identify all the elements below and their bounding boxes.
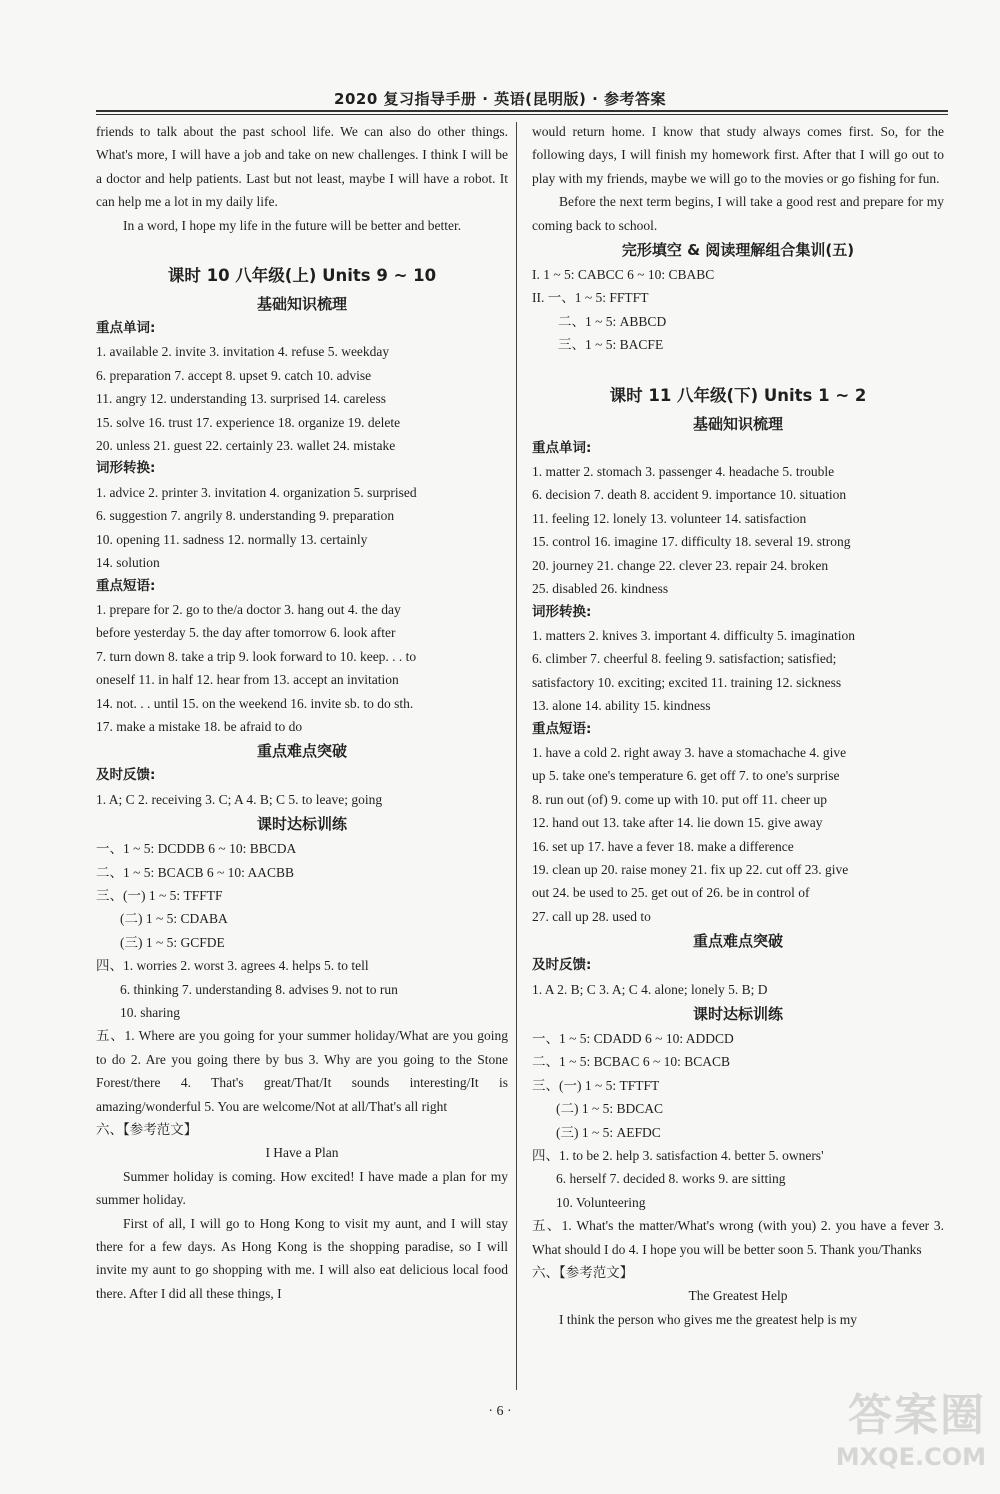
training-line: 10. sharing: [120, 1005, 180, 1020]
wordform-line: 10. opening 11. sadness 12. normally 13. certainly: [96, 531, 368, 547]
phrase-line: before yesterday 5. the day after tomorrow 6. look after: [96, 625, 396, 641]
phrase-line: 19. clean up 20. raise money 21. fix up 22. cut off 23. give: [532, 861, 849, 877]
essay-paragraph-1: Summer holiday is coming. How excited! I have made a plan for my summer holiday.: [96, 1168, 508, 1208]
section-breakthrough: 重点难点突破: [692, 932, 783, 951]
feedback-line: 1. A; C 2. receiving 3. C; A 4. B; C 5. to leave; going: [96, 791, 383, 807]
section-basics: 基础知识梳理: [256, 295, 347, 314]
cloze-line: II. 一、1 ~ 5: FFTFT: [532, 290, 649, 306]
training-line: (二) 1 ~ 5: CDABA: [120, 911, 228, 927]
wordform-line: 1. matters 2. knives 3. important 4. difficulty 5. imagination: [532, 627, 855, 643]
training-line: (二) 1 ~ 5: BDCAC: [556, 1101, 664, 1117]
phrase-heading: 重点短语:: [96, 577, 156, 594]
vocab-line: 11. angry 12. understanding 13. surprised 14. careless: [96, 391, 387, 407]
training-line: 二、1 ~ 5: BCBAC 6 ~ 10: BCACB: [532, 1054, 731, 1070]
header-rule: [96, 110, 948, 115]
vocab-heading: 重点单词:: [96, 320, 156, 337]
watermark-logo: [776, 1390, 986, 1484]
sample-essay-heading: 六、【参考范文】: [96, 1122, 198, 1138]
training-line: 6. thinking 7. understanding 8. advises 9. not to run: [120, 981, 398, 997]
training-line: 一、1 ~ 5: CDADD 6 ~ 10: ADDCD: [532, 1031, 734, 1046]
section-training: 课时达标训练: [692, 1005, 783, 1023]
intro-paragraph-2: In a word, I hope my life in the future will be better and better.: [123, 217, 462, 233]
page-number: · 6 ·: [488, 1404, 512, 1419]
vocab-line: 20. journey 21. change 22. clever 23. repair 24. broken: [532, 557, 829, 573]
vocab-line: 15. control 16. imagine 17. difficulty 18. several 19. strong: [532, 534, 851, 550]
intro-paragraph-1: friends to talk about the past school life. We can also do other things. What's more, I will have a job and take on new challenges. I think I will be a doctor and help patients. Last but not least, maybe I will have a robot. It can help me a lot in my daily life.: [96, 124, 508, 210]
phrase-line: 8. run out (of) 9. come up with 10. put off 11. cheer up: [532, 791, 828, 807]
part-five-answers: 五、1. What's the matter/What's wrong (with you) 2. you have a fever 3. What should I do 4. I hope you will be better soon 5. Thank you/Thanks: [532, 1218, 944, 1257]
training-line: 四、1. worries 2. worst 3. agrees 4. helps 5. to tell: [96, 958, 369, 974]
wordform-line: 6. climber 7. cheerful 8. feeling 9. satisfaction; satisfied;: [532, 651, 837, 667]
vocab-line: 20. unless 21. guest 22. certainly 23. wallet 24. mistake: [96, 438, 396, 454]
training-line: 三、(一) 1 ~ 5: TFFTF: [96, 887, 223, 903]
phrase-heading: 重点短语:: [532, 720, 592, 737]
training-line: 四、1. to be 2. help 3. satisfaction 4. better 5. owners': [532, 1148, 824, 1164]
essay-title: I Have a Plan: [265, 1145, 339, 1161]
vocab-line: 25. disabled 26. kindness: [532, 581, 669, 597]
watermark-bottom-text: MXQE.COM: [835, 1443, 986, 1471]
wordform-heading: 词形转换:: [96, 460, 156, 477]
sample-essay-heading: 六、【参考范文】: [532, 1265, 634, 1281]
lesson-11-title: 课时 11 八年级(下) Units 1 ~ 2: [609, 385, 867, 405]
cloze-line: I. 1 ~ 5: CABCC 6 ~ 10: CBABC: [532, 267, 715, 283]
page-header: 2020 复习指导手册 · 英语(昆明版) · 参考答案: [334, 90, 666, 108]
training-line: 10. Volunteering: [556, 1194, 646, 1210]
wordform-line: satisfactory 10. exciting; excited 11. training 12. sickness: [532, 674, 842, 690]
vocab-line: 1. available 2. invite 3. invitation 4. refuse 5. weekday: [96, 344, 390, 360]
feedback-heading: 及时反馈:: [532, 957, 592, 974]
phrase-line: 12. hand out 13. take after 14. lie down 15. give away: [532, 815, 823, 831]
essay-paragraph-2: First of all, I will go to Hong Kong to visit my aunt, and I will stay there for a few days. As Hong Kong is the shopping paradise, so I will invite my aunt to go shopping with me. I will also eat delicious local food there. After I did all these things, I: [96, 1215, 508, 1301]
phrase-line: 14. not. . . until 15. on the weekend 16. invite sb. to do sth.: [96, 695, 414, 711]
wordform-line: 6. suggestion 7. angrily 8. understanding 9. preparation: [96, 508, 395, 524]
feedback-line: 1. A 2. B; C 3. A; C 4. alone; lonely 5. B; D: [532, 981, 768, 997]
wordform-line: 14. solution: [96, 555, 160, 571]
watermark-top-text: 答案圈: [848, 1390, 986, 1441]
phrase-line: oneself 11. in half 12. hear from 13. accept an invitation: [96, 672, 399, 688]
lesson-10-title: 课时 10 八年级(上) Units 9 ~ 10: [167, 266, 437, 286]
vocab-line: 6. decision 7. death 8. accident 9. importance 10. situation: [532, 487, 847, 503]
wordform-line: 13. alone 14. ability 15. kindness: [532, 698, 711, 714]
section-training: 课时达标训练: [256, 815, 347, 834]
feedback-heading: 及时反馈:: [96, 767, 156, 784]
phrase-line: 1. have a cold 2. right away 3. have a stomachache 4. give: [532, 744, 847, 760]
training-line: 一、1 ~ 5: DCDDB 6 ~ 10: BBCDA: [96, 841, 297, 857]
phrase-line: 16. set up 17. have a fever 18. make a difference: [532, 838, 794, 854]
section-breakthrough: 重点难点突破: [256, 742, 347, 761]
vocab-line: 15. solve 16. trust 17. experience 18. organize 19. delete: [96, 414, 401, 430]
cloze-reading-title: 完形填空 & 阅读理解组合集训(五): [621, 241, 855, 260]
phrase-line: 27. call up 28. used to: [532, 908, 651, 924]
continued-paragraph-2: Before the next term begins, I will take a good rest and prepare for my coming back to school.: [532, 194, 944, 233]
training-line: 二、1 ~ 5: BCACB 6 ~ 10: AACBB: [96, 864, 295, 880]
phrase-line: out 24. be used to 25. get out of 26. be in control of: [532, 885, 810, 901]
wordform-line: 1. advice 2. printer 3. invitation 4. organization 5. surprised: [96, 484, 417, 500]
training-line: 6. herself 7. decided 8. works 9. are sitting: [556, 1171, 786, 1187]
training-line: (三) 1 ~ 5: AEFDC: [556, 1124, 661, 1140]
right-column: [532, 120, 944, 1331]
vocab-line: 11. feeling 12. lonely 13. volunteer 14. satisfaction: [532, 510, 807, 526]
cloze-line: 三、1 ~ 5: BACFE: [558, 337, 664, 353]
essay-title: The Greatest Help: [688, 1288, 788, 1304]
phrase-line: 7. turn down 8. take a trip 9. look forward to 10. keep. . . to: [96, 648, 417, 664]
column-divider: [516, 122, 517, 1390]
vocab-heading: 重点单词:: [532, 439, 592, 456]
wordform-heading: 词形转换:: [532, 603, 592, 620]
phrase-line: 1. prepare for 2. go to the/a doctor 3. hang out 4. the day: [96, 601, 401, 617]
cloze-line: 二、1 ~ 5: ABBCD: [558, 313, 667, 329]
vocab-line: 1. matter 2. stomach 3. passenger 4. headache 5. trouble: [532, 464, 835, 480]
continued-paragraph-1: would return home. I know that study always comes first. So, for the following days, I will finish my homework first. After that I will go out to play with my friends, maybe we will go to the movies or go fishing for fun.: [532, 124, 944, 186]
training-line: (三) 1 ~ 5: GCFDE: [120, 934, 225, 950]
vocab-line: 6. preparation 7. accept 8. upset 9. catch 10. advise: [96, 367, 372, 383]
left-column: [96, 120, 508, 1305]
phrase-line: up 5. take one's temperature 6. get off 7. to one's surprise: [532, 768, 840, 784]
essay-paragraph-1: I think the person who gives me the greatest help is my: [559, 1311, 858, 1327]
training-line: 三、(一) 1 ~ 5: TFTFT: [532, 1077, 660, 1093]
phrase-line: 17. make a mistake 18. be afraid to do: [96, 718, 303, 734]
section-basics: 基础知识梳理: [692, 414, 783, 433]
part-five-answers: 五、1. Where are you going for your summer holiday/What are you going to do 2. Are you going there by bus 3. Why are you going to the Stone Forest/there 4. That's great/That/It sounds interesting/It is amazing/wonderful 5. You are welcome/Not at all/That's all right: [96, 1028, 508, 1114]
